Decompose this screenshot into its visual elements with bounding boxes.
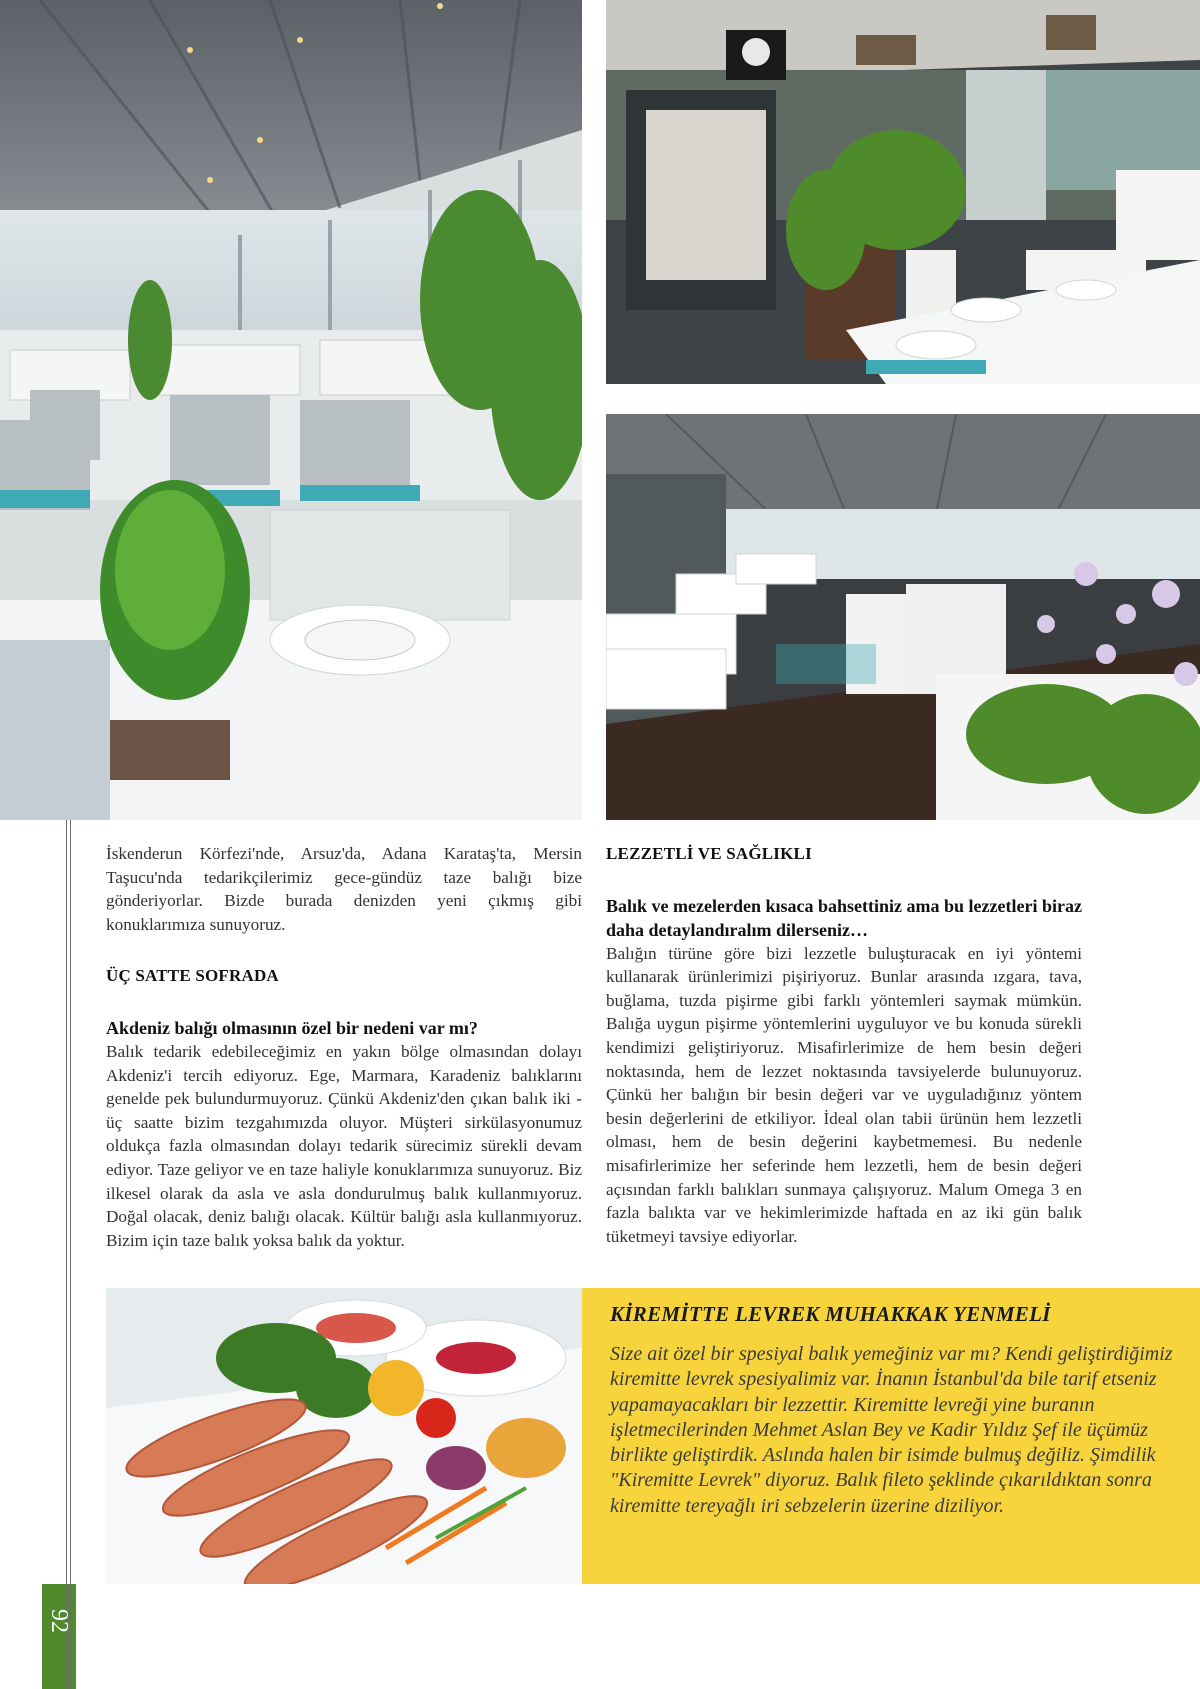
restaurant-hall-photo xyxy=(606,414,1200,820)
page-number xyxy=(42,1600,76,1640)
right-text-column xyxy=(606,842,1082,1248)
section-heading: LEZZETLİ VE SAĞLIKLI xyxy=(606,844,812,863)
section-heading: ÜÇ SATTE SOFRADA xyxy=(106,966,279,986)
highlight-heading: KİREMİTTE LEVREK MUHAKKAK YENMELİ xyxy=(610,1302,1051,1326)
highlight-body xyxy=(610,1342,1176,1519)
intro-paragraph: İskenderun Körfezi'nde, Arsuz'da, Adana Karataş'ta, Mersin Taşucu'nda tedarikçilerimiz gece-gündüz taze balığı bize gönderiyorlar. Bizde burada denizden yeni çıkmış gibi konuklarımıza sunuyoruz. xyxy=(106,844,582,934)
left-text-column xyxy=(106,842,582,1252)
interview-question: Akdeniz balığı olmasının özel bir nedeni var mı? xyxy=(106,1017,478,1038)
restaurant-dining-photo xyxy=(606,0,1200,384)
interview-answer: Balık tedarik edebileceğimiz en yakın bölge olmasından dolayı Akdeniz'i tercih ediyoruz. Ege, Marmara, Karadeniz balıklarını genelde pek bulundurmuyoruz. Çünkü Akdeniz'den çıkan balık iki - üç saatte bizim tezgahımızda oluyor. Müşteri sirkülasyonumuz oldukça fazla olmasından dolayı tedarik sürecimiz sürekli devam ediyor. Taze geliyor ve en taze haliyle konuklarımıza sunuyoruz. Biz ilkesel olarak da asla ve asla dondurulmuş balık kullanmıyoruz. Doğal olacak, deniz balığı olacak. Kültür balığı asla kullanmıyoruz. Bizim için taze balık yoksa balık da yoktur. xyxy=(106,1041,582,1250)
restaurant-terrace-photo xyxy=(0,0,582,820)
highlight-box xyxy=(582,1288,1200,1584)
interview-answer: Balığın türüne göre bizi lezzetle buluşturacak en iyi yöntemi kullanarak ürünlerimizi pişiriyoruz. Bunlar arasında ızgara, tava, buğlama, tuzda pişirme gibi farklı yöntemleri saymak mümkün. Balığa uygun pişirme yöntemlerini uyguluyor ve bu konuda sürekli kendimizi geliştiriyoruz. Misafirlerimize de hem besin değeri noktasında, hem de lezzet noktasında tavsiyelerde bulunuyoruz. Çünkü her balığın bir besin değeri var ve uyguladığınız yöntem besin değerlerini de etkiliyor. İdeal olan tabii ürünün hem lezzetli olması, hem de besin değerini kaybetmemesi. Bu nedenle misafirlerimize her seferinde hem lezzetli, hem de besin değeri açısından farklı balıkları sunmaya çalışıyoruz. Malum Omega 3 en fazla balıkta var ve hekimlerimizde haftada en az iki gün balık tüketmeyi tavsiye ediyorlar. xyxy=(606,943,1082,1246)
fish-plate-photo xyxy=(106,1288,582,1584)
page-number-text: 92 xyxy=(46,1609,72,1633)
highlight-text: Size ait özel bir spesiyal balık yemeğiniz var mı? Kendi geliştirdiğimiz kiremitte levrek spesiyalimiz var. İnanın İstanbul'da bile tarif etseniz yapamayacakları bir lezzettir. Kiremitte levreği yine buranın işletmecilerinden Mehmet Aslan Bey ve Kadir Yıldız Şef ile üçümüz birlikte geliştirdik. Aslında halen bir isimde bulmuş değiliz. Şimdilik "Kiremitte Levrek" diyoruz. Balık fileto şeklinde çıkarıldıktan sonra kiremitte tereyağlı iri sebzelerin üzerine diziliyor. xyxy=(610,1343,1173,1517)
interview-question: Balık ve mezelerden kısaca bahsettiniz ama bu lezzetleri biraz daha detaylandıralım dilerseniz… xyxy=(606,895,1082,940)
